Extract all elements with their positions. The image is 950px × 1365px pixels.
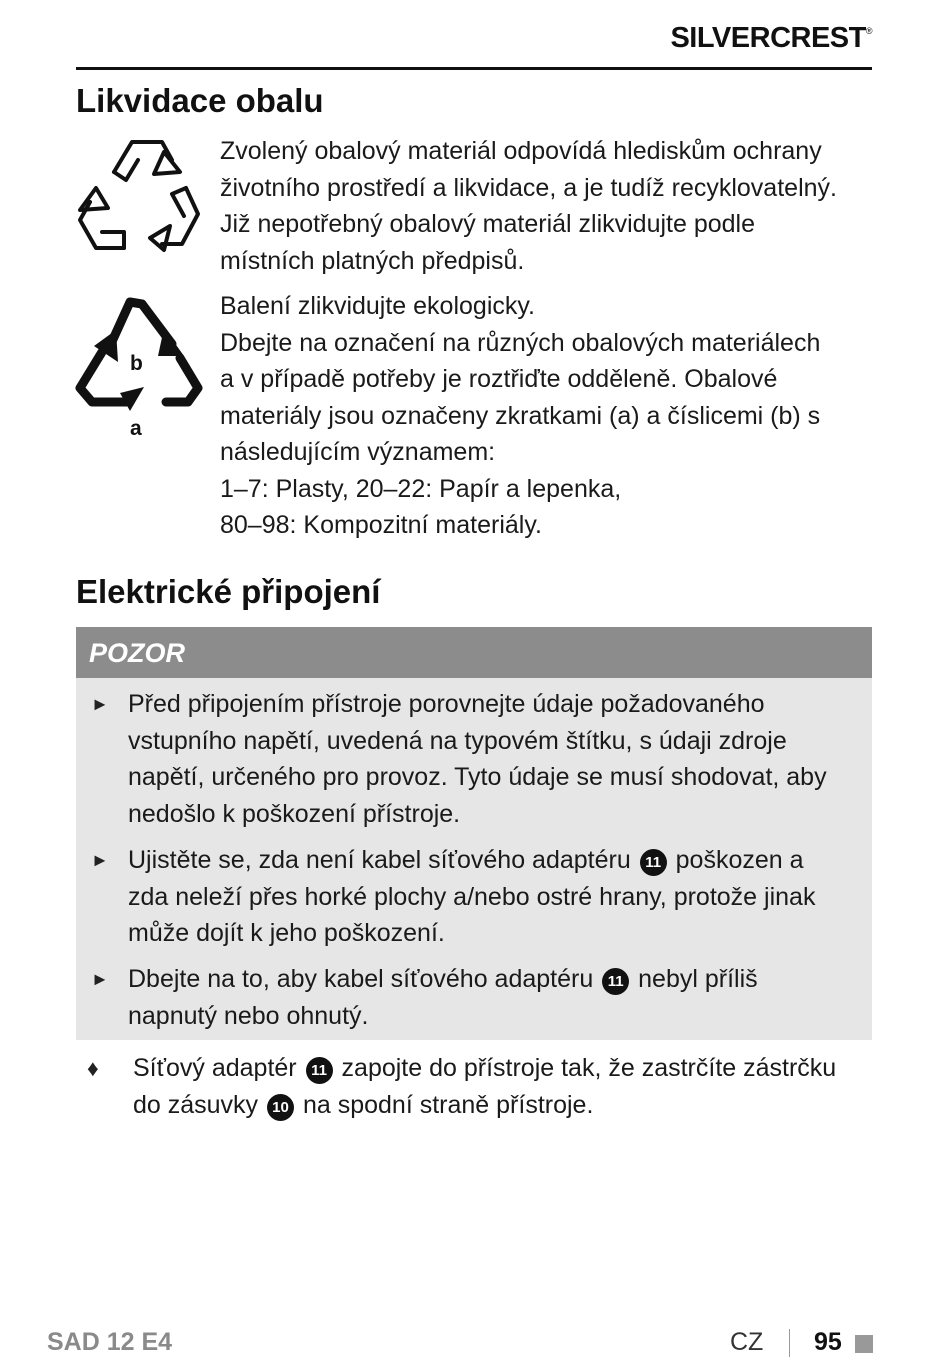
page-number: 95 xyxy=(814,1328,842,1356)
text-line: zda neleží přes horké plochy a/nebo ostré hrany, protože jinak xyxy=(128,882,816,911)
text-segment: poškozen a xyxy=(668,846,804,874)
disposal-paragraph-1 xyxy=(220,133,870,279)
brand-registered-mark: ® xyxy=(865,26,872,36)
warning-item xyxy=(91,686,863,832)
diamond-bullet-icon: ♦ xyxy=(87,1055,99,1081)
section-title-disposal: Likvidace obalu xyxy=(76,82,324,119)
text-line: nedošlo k poškození přístroje. xyxy=(128,799,461,828)
warning-item xyxy=(91,842,863,952)
text-segment: Síťový adaptér xyxy=(133,1054,304,1082)
arrow-bullet-icon: ► xyxy=(91,850,109,870)
text-line: životního prostředí a likvidace, a je tudíž recyklovatelný. xyxy=(220,173,837,202)
text-segment: Ujistěte se, zda není kabel síťového adaptéru xyxy=(128,846,638,874)
recycling-triangle-icon xyxy=(72,290,206,440)
text-line: může dojít k jeho poškození. xyxy=(128,919,445,947)
text-line: Před připojením přístroje porovnejte údaje požadovaného xyxy=(128,690,765,718)
part-number-badge: 11 xyxy=(306,1057,333,1084)
text-line: místních platných předpisů. xyxy=(220,246,525,275)
text-line: následujícím významem: xyxy=(220,438,496,466)
section-title-electric: Elektrické připojení xyxy=(76,573,381,610)
text-line xyxy=(128,842,863,879)
brand-logo xyxy=(670,22,872,55)
text-line xyxy=(133,1087,873,1124)
text-segment: na spodní straně přístroje. xyxy=(296,1090,594,1119)
text-line: 1–7: Plasty, 20–22: Papír a lepenka, xyxy=(220,474,622,503)
footer-divider xyxy=(789,1329,790,1357)
recycle-icon xyxy=(74,134,204,258)
warning-item xyxy=(91,961,863,1034)
text-line: Dbejte na označení na různých obalových materiálech xyxy=(220,328,821,357)
text-line: napětí, určeného pro provoz. Tyto údaje se musí shodovat, aby xyxy=(128,763,827,791)
part-number-badge: 10 xyxy=(267,1094,294,1121)
warning-box xyxy=(76,627,872,1040)
text-line xyxy=(133,1050,873,1087)
warning-label: POZOR xyxy=(76,627,872,678)
header-rule xyxy=(76,67,872,70)
brand-crest: CREST xyxy=(770,22,866,54)
triangle-label-a: a xyxy=(130,417,142,440)
instruction-step xyxy=(87,1050,873,1123)
brand-silver: SILVER xyxy=(670,22,771,54)
footer-square-marker xyxy=(855,1335,873,1353)
text-line xyxy=(128,961,863,998)
text-line: vstupního napětí, uvedená na typovém štítku, s údaji zdroje xyxy=(128,726,787,755)
footer-model: SAD 12 E4 xyxy=(47,1328,173,1356)
part-number-badge: 11 xyxy=(602,968,629,995)
text-line: materiály jsou označeny zkratkami (a) a číslicemi (b) s xyxy=(220,401,821,430)
arrow-bullet-icon: ► xyxy=(91,969,109,989)
text-segment: Dbejte na to, aby kabel síťového adaptéru xyxy=(128,965,601,993)
footer-language: CZ xyxy=(730,1328,764,1356)
triangle-label-b: b xyxy=(130,352,143,375)
disposal-paragraph-2 xyxy=(220,288,870,544)
text-line: a v případě potřeby je roztřiďte odděleně. Obalové xyxy=(220,365,778,393)
text-line: Již nepotřebný obalový materiál zlikvidujte podle xyxy=(220,210,756,238)
text-line: Zvolený obalový materiál odpovídá hlediskům ochrany xyxy=(220,137,822,165)
text-segment: do zásuvky xyxy=(133,1090,266,1119)
text-line: Balení zlikvidujte ekologicky. xyxy=(220,292,535,320)
text-segment: nebyl příliš xyxy=(631,965,758,993)
text-line: napnutý nebo ohnutý. xyxy=(128,1001,369,1030)
text-line: 80–98: Kompozitní materiály. xyxy=(220,511,542,539)
text-segment: zapojte do přístroje tak, že zastrčíte zástrčku xyxy=(334,1054,837,1082)
part-number-badge: 11 xyxy=(640,849,667,876)
arrow-bullet-icon: ► xyxy=(91,694,109,714)
